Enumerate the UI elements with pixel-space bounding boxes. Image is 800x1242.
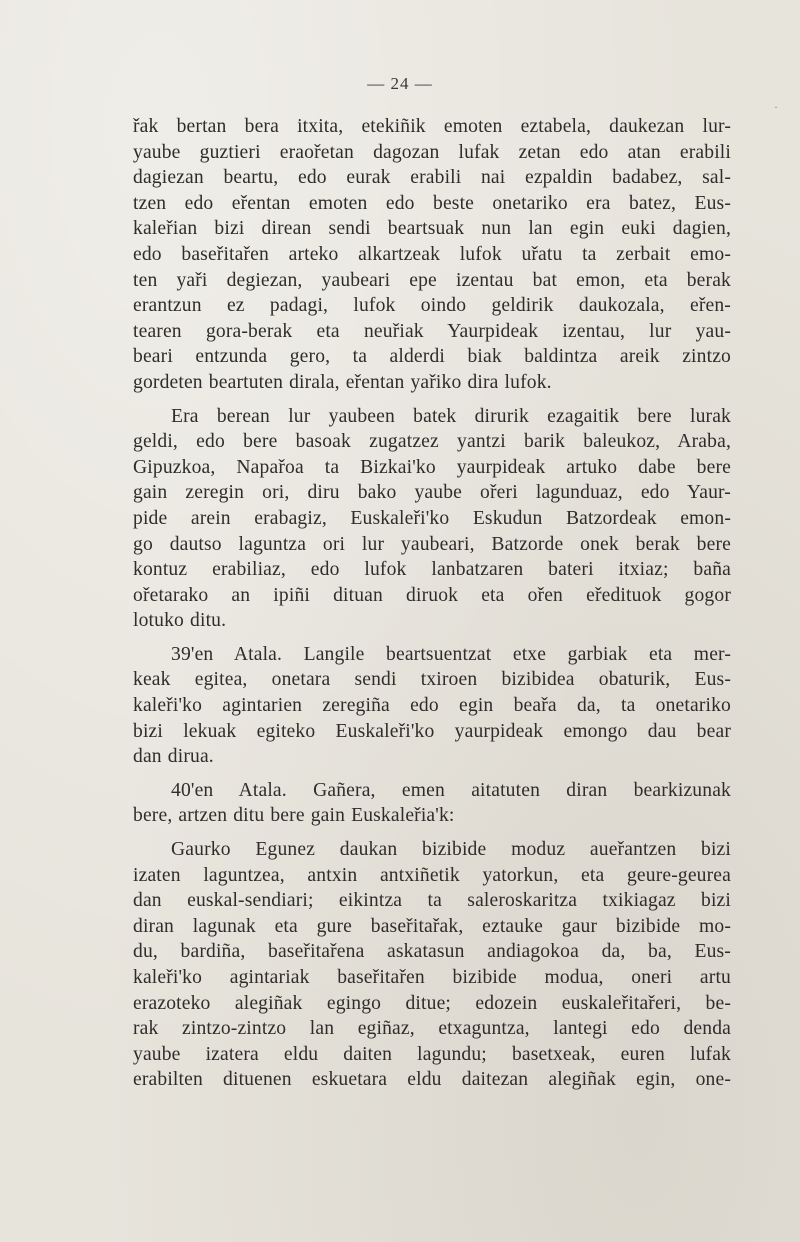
text-line: edo baseřitařen arteko alkartzeak lufok uřatu ta zerbait emo- [133,243,731,265]
text-line: erantzun ez padagi, lufok oindo geldirik daukozala, eřen- [133,295,731,317]
text-line: kaleřian bizi direan sendi beartsuak nun lan egin euki dagien, [133,218,731,240]
text-line: izaten laguntzea, antxin antxiñetik yatorkun, eta geure-geurea [133,864,731,886]
text-line: pide arein erabagiz, Euskaleři'ko Eskudun Batzordeak emon- [133,507,731,529]
text-line: dagiezan beartu, edo eurak erabili nai ezpaldin badabez, sal- [133,167,731,189]
paragraph-gap [133,829,731,837]
text-line: kaleři'ko agintariak baseřitařen bizibide modua, oneri artu [133,967,731,988]
text-line: rak zintzo-zintzo lan egiñaz, etxaguntza, lantegi edo denda [133,1018,731,1040]
text-line: geldi, edo bere basoak zugatzez yantzi barik baleukoz, Araba, [133,431,731,453]
text-line: 39'en Atala. Langile beartsuentzat etxe garbiak eta mer- [171,643,731,665]
text-line: gain zeregin ori, diru bako yaube ořeri lagunduaz, edo Yaur- [133,482,731,504]
text-line: du, bardiña, baseřitařena askatasun andiagokoa da, ba, Eus- [133,941,731,963]
text-line: ten yaři degiezan, yaubeari epe izentau bat emon, eta berak [133,269,731,291]
paragraph-gap [133,770,731,778]
text-line: tearen gora-berak eta neuřiak Yaurpideak izentau, lur yau- [133,320,731,342]
text-line: go dautso laguntza ori lur yaubeari, Batzorde onek berak bere [133,533,731,555]
page-number: — 24 — [367,74,433,93]
text-line: řak bertan bera itxita, etekiñik emoten eztabela, daukezan lur- [133,116,731,137]
text-line: kontuz erabiliaz, edo lufok lanbatzaren bateri itxiaz; baña [133,559,731,581]
text-line: ořetarako an ipiñi dituan diruok eta ořen eředituok gogor [133,584,731,606]
text-line: dan dirua. [133,746,214,768]
text-line: 40'en Atala. Gañera, emen aitatuten diran bearkizunak [171,779,731,801]
text-line: Gipuzkoa, Napařoa ta Bizkai'ko yaurpideak artuko dabe bere [133,456,731,478]
text-line: keak egitea, onetara sendi txiroen bizibidea obaturik, Eus- [133,669,731,691]
text-line: kaleři'ko agintarien zeregiña edo egin beařa da, ta onetariko [133,695,731,717]
paragraph-gap [133,396,731,404]
text-line: diran lagunak eta gure baseřitařak, eztauke gaur bizibide mo- [133,915,731,937]
edge-mark: · [774,100,778,114]
text-line: bizi lekuak egiteko Euskaleři'ko yaurpideak emongo dau bear [133,720,731,742]
text-line: bere, artzen ditu bere gain Euskaleřia'k: [133,805,455,827]
text-line: beari entzunda gero, ta alderdi biak baldintza areik zintzo [133,346,731,368]
text-line: Gaurko Egunez daukan bizibide moduz aueřantzen bizi [171,839,731,861]
text-line: erazoteko alegiñak egingo ditue; edozein euskaleřitařeri, be- [133,992,731,1014]
text-line: Era berean lur yaubeen batek dirurik ezagaitik bere lurak [171,405,731,427]
text-line: erabilten dituenen eskuetara eldu daitezan alegiñak egin, one- [133,1069,731,1091]
body-text [133,114,731,1093]
text-line: dan euskal-sendiari; eikintza ta saleroskaritza txikiagaz bizi [133,890,731,912]
text-line: lotuko ditu. [133,610,227,632]
text-line: gordeten beartuten dirala, eřentan yařiko dira lufok. [133,371,552,393]
text-line: tzen edo eřentan emoten edo beste onetariko era batez, Eus- [133,192,731,214]
text-line: yaube guztieri eraořetan dagozan lufak zetan edo atan erabili [133,141,731,163]
paragraph-gap [133,634,731,642]
text-line: yaube izatera eldu daiten lagundu; basetxeak, euren lufak [133,1043,731,1065]
